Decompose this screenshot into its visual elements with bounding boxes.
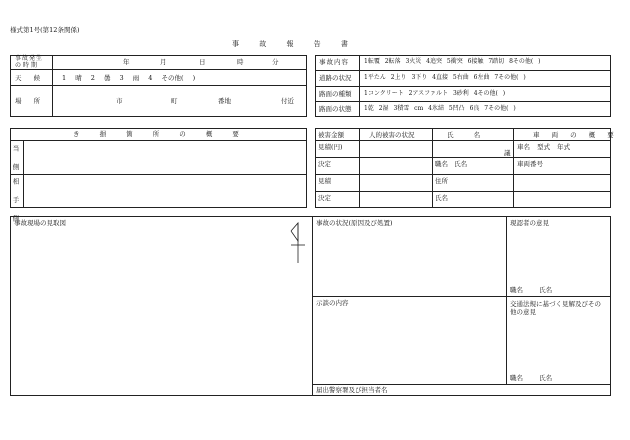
vehicle-number-label: 車両番号 [517,160,543,168]
honorific-label: 議 [504,149,511,157]
form-number: 様式第1号(第12条関係) [10,26,80,34]
vehicle-header: 車 両 の 概 要 [533,131,619,139]
police-label: 届出警察署及び担当者名 [316,386,388,394]
road-condition-label: 道路の状況 [319,74,352,82]
place-label: 場 所 [15,97,46,105]
accident-type-options[interactable]: 1転覆 2転落 3火災 4追突 5衝突 6接触 7踏切 8その他( ) [364,58,541,65]
address-label: 住所 [435,177,448,185]
sketch-label: 事故現場の見取図 [14,219,66,227]
occurrence-label-2: の 時 期 [15,62,37,69]
surface-type-options[interactable]: 1コンクリート 2アスファルト 3砂利 4その他( ) [364,90,506,97]
hour-label: 時 [237,58,244,66]
lot-label: 番地 [218,97,231,105]
traffic-opinion-label: 交通法規に基づく見解及びその他の意見 [510,300,601,317]
north-arrow-icon [288,219,308,265]
occurrence-label-1: 事故発生 [15,55,44,62]
instruction-label: 示談の内容 [316,299,349,307]
surface-state-label: 路面の状態 [319,105,352,113]
city-label: 市 [116,97,123,105]
road-condition-options[interactable]: 1平たん 2上り 3下り 4直接 5右曲 6左曲 7その他( ) [364,74,526,81]
day-label: 日 [199,58,206,66]
own-side-label: 当 側 [11,145,20,172]
surface-state-options[interactable]: 1乾 2湿 3積雪 cm 4氷結 5凹凸 6良 7その他( ) [364,105,516,112]
accident-type-label: 事故内容 [319,58,349,66]
town-label: 町 [171,97,178,105]
form-title: 事 故 報 告 書 [232,40,357,48]
name-header: 氏 名 [447,131,490,139]
minute-label: 分 [272,58,279,66]
title-name-label: 職名 氏名 [435,160,468,168]
estimate-label-2: 見積 [318,177,331,185]
amount-header: 被害金額 [318,131,344,139]
other-side-label: 相 手 側 [11,178,20,224]
overview-header: き 損 箇 所 の 概 要 [73,130,248,138]
person-name-label: 氏名 [435,194,448,202]
near-label: 付近 [281,97,294,105]
weather-options[interactable]: 1 晴 2 曇 3 雨 4 その他( ) [62,74,196,82]
decided-label-1: 決定 [318,160,331,168]
month-label: 月 [160,58,167,66]
human-damage-header: 人的被害の状況 [369,131,415,139]
occurrence-table [10,55,307,117]
decided-label-2: 決定 [318,194,331,202]
witness-label: 現認者の意見 [510,219,549,227]
estimate-yen-label: 見積(円) [318,143,343,151]
year-label: 年 [123,58,130,66]
vehicle-model-label: 車名 型式 年式 [517,143,571,151]
surface-type-label: 路面の種類 [319,90,352,98]
weather-label: 天 候 [15,74,46,82]
situation-label: 事故の状況(原因及び処置) [316,219,393,227]
witness-sign-label: 職名 氏名 [510,286,553,294]
traffic-sign-label: 職名 氏名 [510,374,553,382]
